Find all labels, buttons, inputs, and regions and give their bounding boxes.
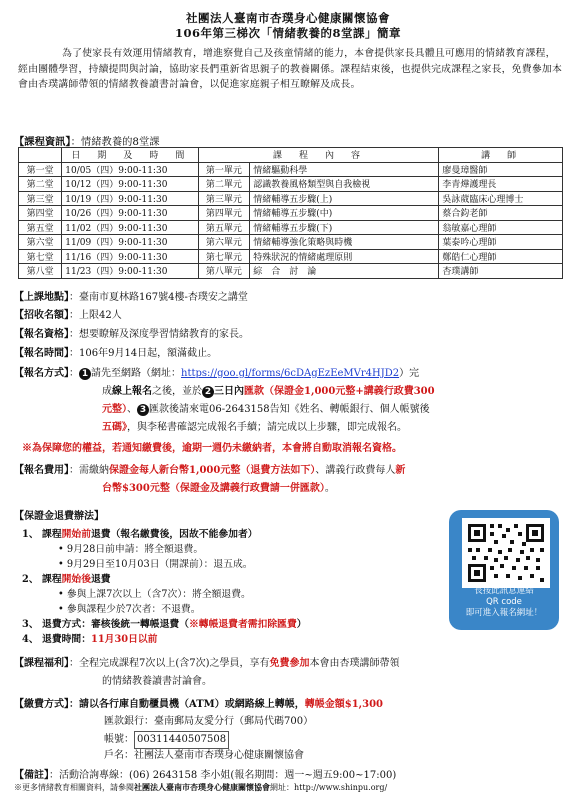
date-cell: 10/05（四）9:00-11:30	[62, 162, 198, 177]
content-cell: 情緒驅動科學	[250, 162, 439, 177]
schedule-row	[19, 235, 563, 250]
session-cell: 第七堂	[19, 249, 62, 264]
method-warning: ※為保障您的權益，若通知繳費後，逾期一週仍未繳納者，本會將自動取消報名資格。	[22, 443, 402, 454]
unit-cell: 第五單元	[198, 220, 250, 235]
qr-caption: 長按此訊息連結 QR code 即可進入報名網址！	[465, 586, 543, 618]
payment-bank: 匯款銀行：臺南郵局友愛分行（郵局代碼700）	[104, 716, 314, 727]
teacher-cell: 翁敏嘉心理師	[439, 220, 563, 235]
schedule-header-row: 日 期 及 時 間 課 程 內 容 講 師	[19, 148, 563, 163]
refund-item-1-sub-1: • 9月28日前申請：將全額退費。	[58, 544, 204, 555]
step-1-icon: 1	[79, 368, 91, 380]
step-2-icon: 2	[202, 386, 214, 398]
content-cell: 情緒輔導五步驟(下)	[250, 220, 439, 235]
teacher-cell: 鄭皓仁心理師	[439, 249, 563, 264]
refund-heading: 【保證金退費辦法】	[14, 511, 104, 522]
payment-holder: 戶名：社團法人臺南市杏璞身心健康關懷協會	[104, 750, 304, 761]
benefit-line-2: 的情緒教養讀書討論會。	[102, 676, 212, 687]
session-cell: 第八堂	[19, 264, 62, 279]
date-cell: 11/23（四）9:00-11:30	[62, 264, 198, 279]
unit-cell: 第四單元	[198, 206, 250, 221]
quota-row: 【招收名額】：上限42人	[14, 310, 122, 321]
refund-item-2-sub-1: • 參與上課7次以上（含7次）：將全額退費。	[58, 589, 251, 600]
content-cell: 情緒輔導五步驟(上)	[250, 191, 439, 206]
more-info-row: ※更多情緒教育相關資料，請參閱社團法人臺南市杏璞身心健康關懷協會網址：http://www.shinpu.org/	[14, 782, 388, 792]
schedule-row	[19, 162, 563, 177]
refund-item-1: 1、 課程開始前退費（報名繳費後，因故不能參加者）	[22, 529, 258, 540]
teacher-cell: 吳詠葳臨床心理博士	[439, 191, 563, 206]
note-row: 【備註】：活動洽詢專線：(06) 2643158 李小姐(報名期間：週一~週五9:00~17:00)	[14, 770, 397, 781]
method-line-4: 五碼》，與李秘書確認完成報名手續；請完成以上步驟，即完成報名。	[102, 422, 407, 433]
payment-row: 【繳費方式】：請以各行庫自動櫃員機（ATM）或網路線上轉帳，轉帳金額$1,300	[14, 699, 384, 710]
session-cell: 第四堂	[19, 206, 62, 221]
schedule-row	[19, 191, 563, 206]
organization-name: 社團法人臺南市杏璞身心健康關懷協會	[186, 11, 390, 25]
step-3-icon: 3	[137, 404, 149, 416]
registration-link[interactable]: https://goo.gl/forms/6cDAgEzEeMVr4HJD2	[181, 368, 400, 379]
unit-cell: 第一單元	[198, 162, 250, 177]
payment-account: 帳號： 00311440507508	[104, 731, 229, 749]
content-cell: 情緒輔導強化策略與時機	[250, 235, 439, 250]
location-row: 【上課地點】：臺南市夏林路167號4樓-杏璞安之講堂	[14, 292, 248, 303]
schedule-table	[18, 147, 563, 279]
refund-item-3: 3、 退費方式：審核後統一轉帳退費（※轉帳退費者需扣除匯費）	[22, 619, 307, 630]
method-line-2: 成線上報名之後，並於 2 三日內匯款（保證金1,000元整+講義行政費300	[102, 386, 435, 397]
qr-code-icon	[464, 520, 548, 586]
session-cell: 第一堂	[19, 162, 62, 177]
schedule-row	[19, 177, 563, 192]
teacher-cell: 李青燁護理長	[439, 177, 563, 192]
refund-item-4: 4、 退費時間：11月30日以前	[22, 634, 158, 645]
session-cell: 第五堂	[19, 220, 62, 235]
benefit-row: 【課程福利】：全程完成課程7次以上(含7次)之學員，享有免費參加本會由杏璞講師帶領	[14, 658, 400, 669]
course-info-heading: 【課程資訊】：情緒教養的8堂課	[14, 136, 160, 148]
session-cell: 第二堂	[19, 177, 62, 192]
session-cell: 第三堂	[19, 191, 62, 206]
content-cell: 認識教養風格類型與自我檢視	[250, 177, 439, 192]
date-cell: 10/12（四）9:00-11:30	[62, 177, 198, 192]
unit-cell: 第六單元	[198, 235, 250, 250]
fee-line-2: 台幣$300元整（保證金及講義行政費請一併匯款）。	[102, 483, 335, 494]
page-title: 106年第三梯次「情緒教養的8堂課」簡章	[174, 26, 401, 40]
date-cell: 10/19（四）9:00-11:30	[62, 191, 198, 206]
session-cell: 第六堂	[19, 235, 62, 250]
schedule-row	[19, 220, 563, 235]
schedule-row	[19, 249, 563, 264]
date-cell: 11/02（四）9:00-11:30	[62, 220, 198, 235]
eligibility-row: 【報名資格】：想要瞭解及深度學習情緒教育的家長。	[14, 329, 249, 340]
account-number: 00311440507508	[134, 731, 229, 749]
method-line-3: 元整）、 3 匯款後請來電06-2643158告知《姓名、轉帳銀行、個人帳號後	[102, 404, 430, 415]
period-row: 【報名時間】：106年9月14日起，額滿截止。	[14, 348, 218, 359]
refund-item-1-sub-2: • 9月29日至10月03日（開課前）：退五成。	[58, 559, 253, 570]
refund-item-2: 2、 課程開始後退費	[22, 574, 111, 585]
date-cell: 11/16（四）9:00-11:30	[62, 249, 198, 264]
schedule-row	[19, 206, 563, 221]
schedule-row	[19, 264, 563, 279]
qr-code-card[interactable]	[449, 510, 559, 630]
content-cell: 特殊狀況的情緒處理原則	[250, 249, 439, 264]
date-cell: 10/26（四）9:00-11:30	[62, 206, 198, 221]
unit-cell: 第七單元	[198, 249, 250, 264]
unit-cell: 第二單元	[198, 177, 250, 192]
qr-code-image[interactable]	[462, 518, 550, 588]
content-cell: 情緒輔導五步驟(中)	[250, 206, 439, 221]
refund-item-2-sub-2: • 參與課程少於7次者：不退費。	[58, 604, 201, 615]
unit-cell: 第八單元	[198, 264, 250, 279]
teacher-cell: 葉泰吟心理師	[439, 235, 563, 250]
teacher-cell: 蔡合鈞老師	[439, 206, 563, 221]
teacher-cell: 杏璞講師	[439, 264, 563, 279]
intro-paragraph: 為了使家長有效運用情緒教育，增進察覺自己及孩童情緒的能力，本會提供家長具體且可應用的情緒教育課程，經由團體學習，持續提問與討論，協助家長們重新省思親子的教養關係。課程結束後，也提供完成課程之家長，免費參加本會由杏璞講師帶領的情緒教養讀書討論會，以促進家庭親子相互瞭解及成長。	[18, 48, 563, 91]
teacher-cell: 廖曼璋醫師	[439, 162, 563, 177]
date-cell: 11/09（四）9:00-11:30	[62, 235, 198, 250]
method-row: 【報名方式】： 1 請先至網路（網址：https://goo.gl/forms/6cDAgEzEeMVr4HJD2）完	[14, 368, 420, 379]
content-cell: 綜 合 討 論	[250, 264, 439, 279]
unit-cell: 第三單元	[198, 191, 250, 206]
fee-row: 【報名費用】：需繳納保證金每人新台幣1,000元整（退費方法如下）、講義行政費每人新	[14, 465, 406, 476]
